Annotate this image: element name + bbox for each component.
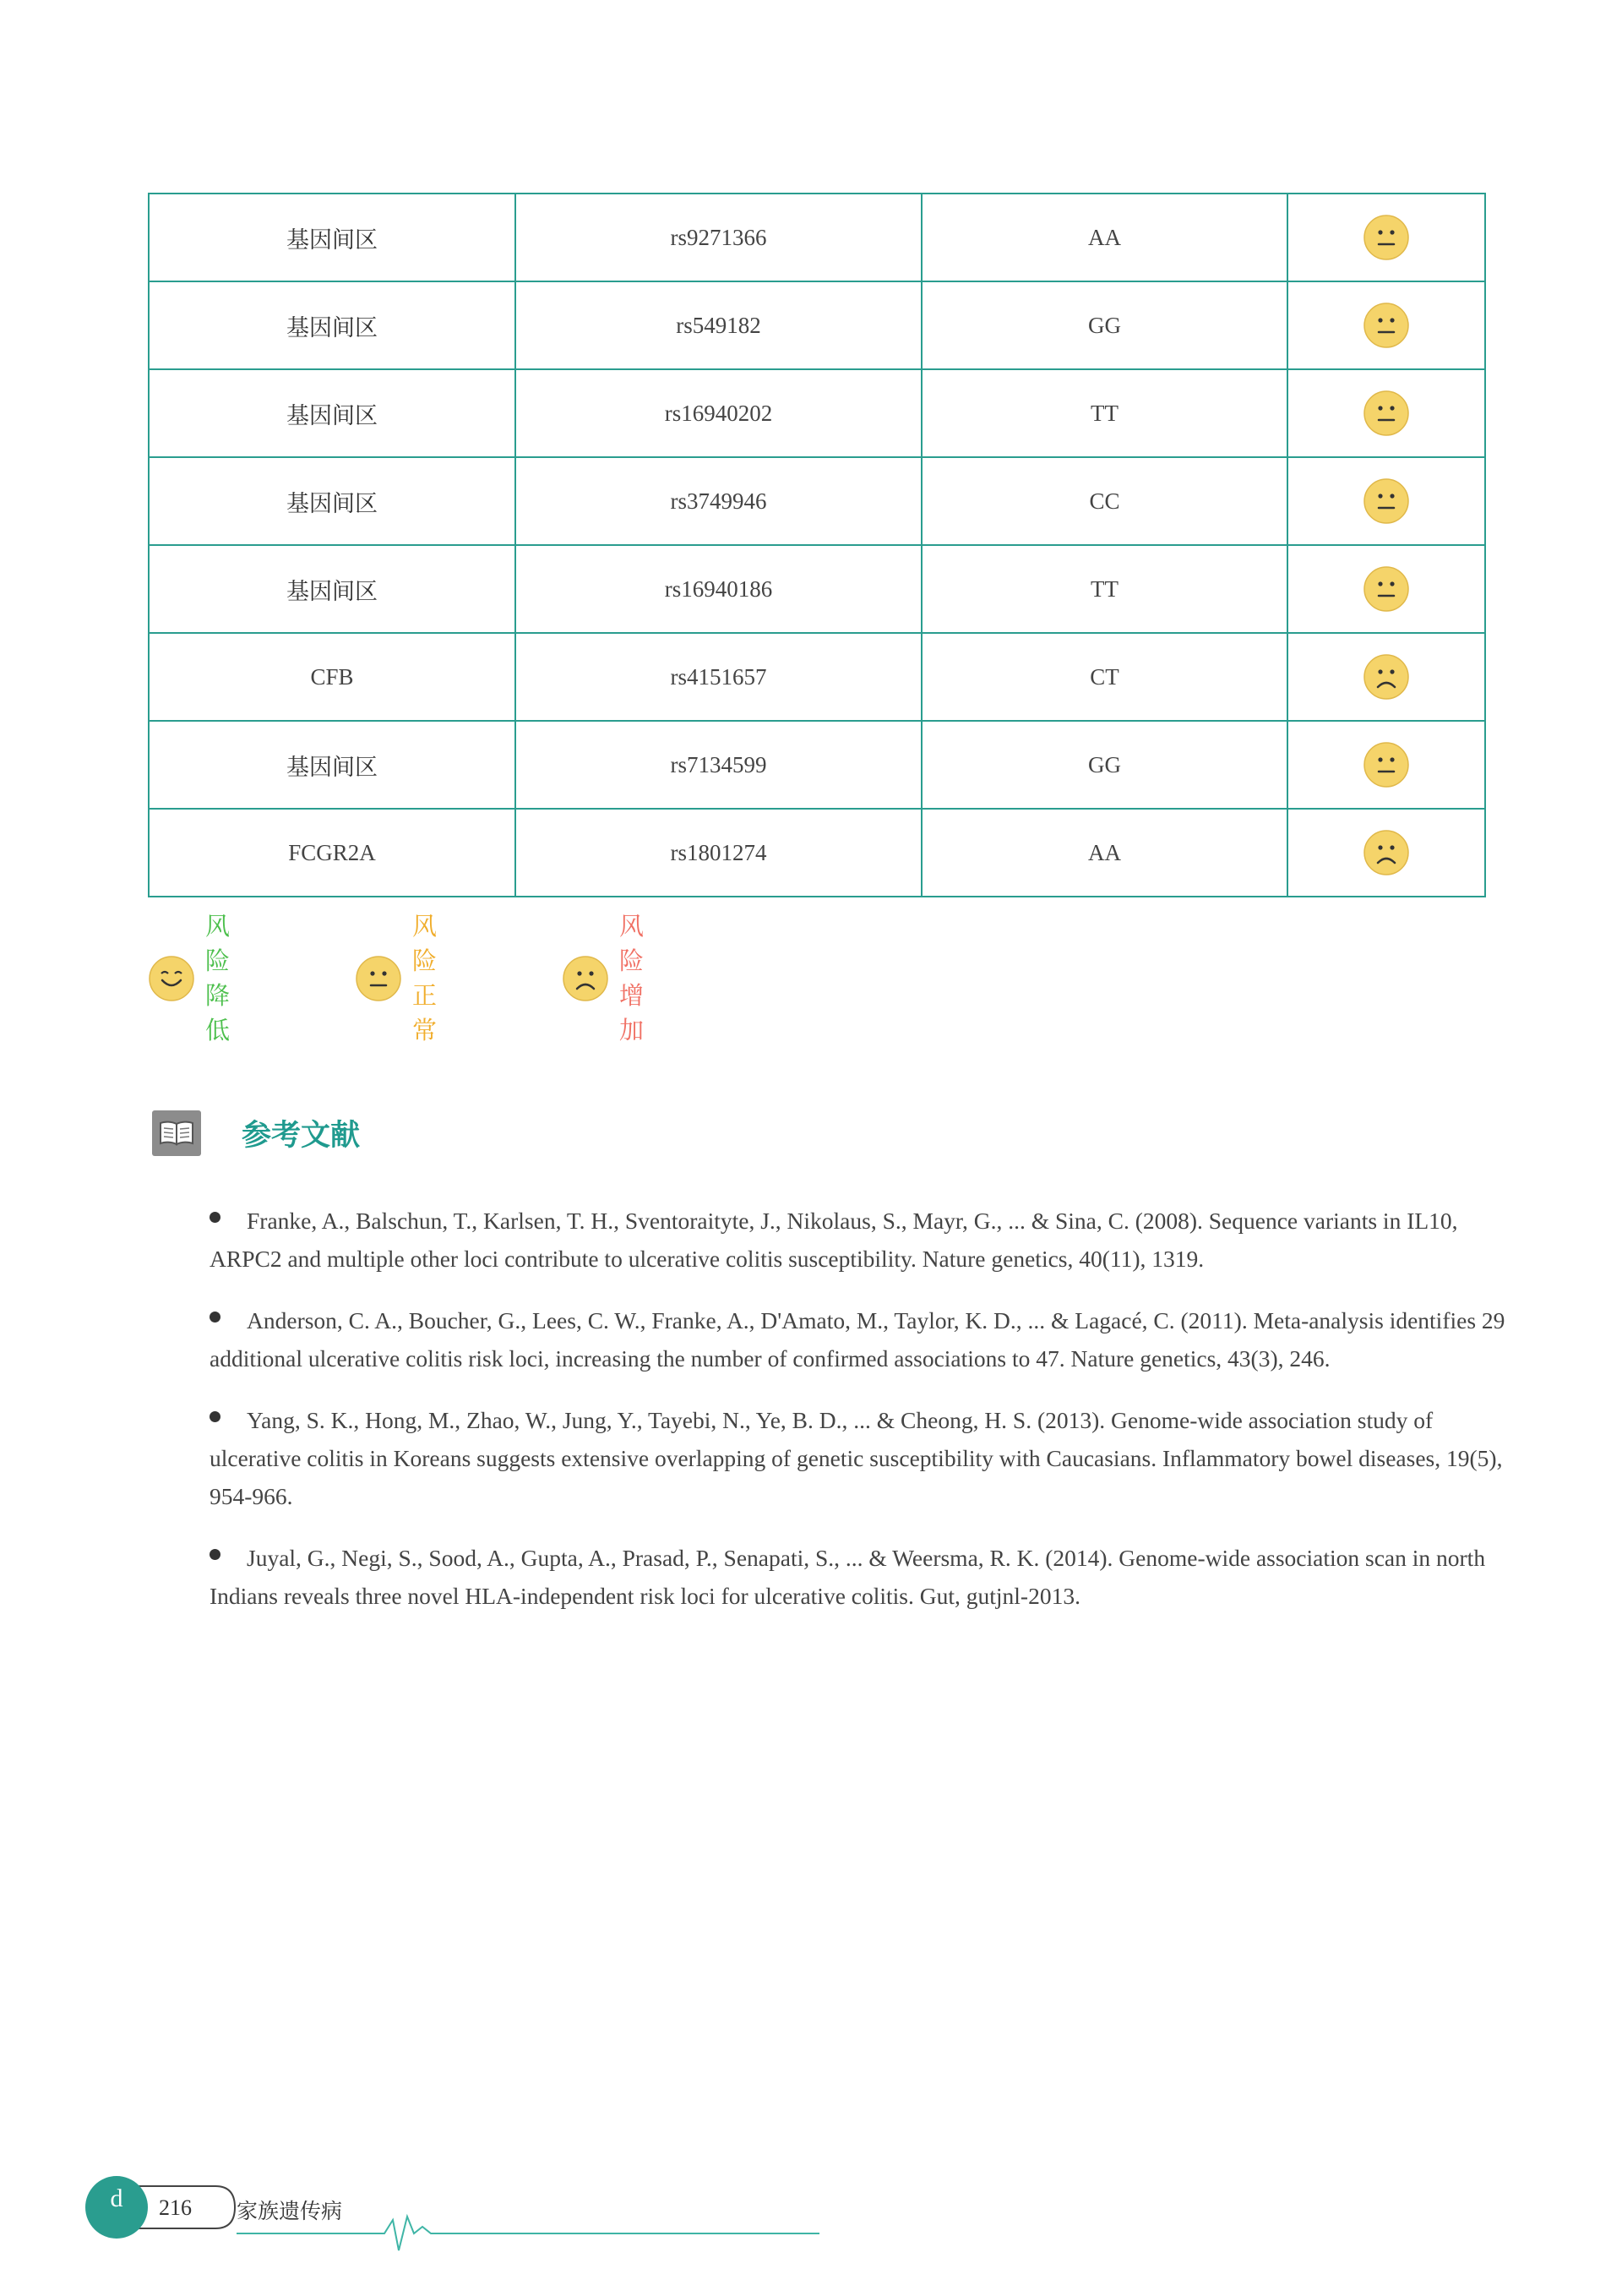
gene-cell: 基因间区 xyxy=(149,721,515,809)
legend-item-risk-increased xyxy=(562,912,645,1044)
page-number: 216 xyxy=(159,2195,192,2220)
gene-cell: 基因间区 xyxy=(149,194,515,281)
sad-face-icon xyxy=(562,955,609,1006)
smile-face-icon xyxy=(148,955,195,1006)
neutral-face-icon xyxy=(1288,565,1484,613)
risk-cell xyxy=(1287,281,1485,369)
gene-cell: 基因间区 xyxy=(149,281,515,369)
risk-cell xyxy=(1287,369,1485,457)
table-row xyxy=(149,194,1485,281)
snp-cell: rs1801274 xyxy=(515,809,922,897)
bullet-icon xyxy=(210,1212,220,1223)
reference-item: Yang, S. K., Hong, M., Zhao, W., Jung, Y., Tayebi, N., Ye, B. D., ... & Cheong, H. S. (2013). Genome-wide association study of ulcerative colitis in Koreans suggests extensive overlapping of genetic susceptibility with Caucasians. Inflammatory bowel diseases, 19(5), 954-966. xyxy=(210,1407,1503,1509)
risk-cell xyxy=(1287,545,1485,633)
genotype-cell: CT xyxy=(922,633,1287,721)
gene-cell: FCGR2A xyxy=(149,809,515,897)
snp-cell: rs9271366 xyxy=(515,194,922,281)
legend-label: 风险增加 xyxy=(619,912,645,1044)
book-icon xyxy=(152,1110,201,1156)
page-footer xyxy=(84,2176,845,2252)
table-row xyxy=(149,457,1485,545)
neutral-face-icon xyxy=(1288,214,1484,261)
table-body xyxy=(149,194,1485,897)
gene-cell: CFB xyxy=(149,633,515,721)
risk-cell xyxy=(1287,194,1485,281)
footer-title: 家族遗传病 xyxy=(237,2199,343,2223)
table-row xyxy=(149,369,1485,457)
legend-item-risk-normal xyxy=(355,912,438,1044)
genotype-table xyxy=(148,193,1486,897)
risk-cell xyxy=(1287,721,1485,809)
neutral-face-icon xyxy=(1288,741,1484,788)
snp-cell: rs16940186 xyxy=(515,545,922,633)
genotype-cell: TT xyxy=(922,545,1287,633)
bullet-icon xyxy=(210,1411,220,1422)
section-title: 参考文献 xyxy=(242,1119,361,1153)
reference-item: Anderson, C. A., Boucher, G., Lees, C. W., Franke, A., D'Amato, M., Taylor, K. D., ... & Lagacé, C. (2011). Meta-analysis identifies 29 additional ulcerative colitis risk loci, increasing the number of confirmed associations to 47. Nature genetics, 43(3), 246. xyxy=(210,1307,1505,1372)
gene-cell: 基因间区 xyxy=(149,545,515,633)
neutral-face-icon xyxy=(1288,390,1484,437)
snp-cell: rs3749946 xyxy=(515,457,922,545)
snp-cell: rs549182 xyxy=(515,281,922,369)
neutral-face-icon xyxy=(355,955,402,1006)
table-row xyxy=(149,633,1485,721)
sad-face-icon xyxy=(1288,829,1484,876)
snp-cell: rs4151657 xyxy=(515,633,922,721)
reference-list xyxy=(210,1202,1527,1639)
snp-cell: rs7134599 xyxy=(515,721,922,809)
risk-cell xyxy=(1287,457,1485,545)
references-heading xyxy=(152,1109,360,1158)
legend-label: 风险降低 xyxy=(205,912,231,1044)
legend-item-risk-decreased xyxy=(148,912,231,1044)
risk-cell xyxy=(1287,633,1485,721)
footer-letter: d xyxy=(110,2184,123,2212)
reference-item: Franke, A., Balschun, T., Karlsen, T. H., Sventoraityte, J., Nikolaus, S., Mayr, G., ... & Sina, C. (2008). Sequence variants in IL10, ARPC2 and multiple other loci contribute to ulcerative colitis susceptibility. Nature genetics, 40(11), 1319. xyxy=(210,1208,1458,1272)
table-row xyxy=(149,721,1485,809)
neutral-face-icon xyxy=(1288,302,1484,349)
genotype-cell: AA xyxy=(922,194,1287,281)
genotype-cell: AA xyxy=(922,809,1287,897)
genotype-cell: GG xyxy=(922,281,1287,369)
genotype-cell: GG xyxy=(922,721,1287,809)
gene-cell: 基因间区 xyxy=(149,457,515,545)
neutral-face-icon xyxy=(1288,477,1484,525)
sad-face-icon xyxy=(1288,653,1484,701)
bullet-icon xyxy=(210,1312,220,1323)
footer-decoration xyxy=(84,2176,845,2252)
reference-item: Juyal, G., Negi, S., Sood, A., Gupta, A., Prasad, P., Senapati, S., ... & Weersma, R. K. (2014). Genome-wide association scan in north Indians reveals three novel HLA-independent risk loci for ulcerative colitis. Gut, gutjnl-2013. xyxy=(210,1545,1486,1609)
legend-label: 风险正常 xyxy=(412,912,438,1044)
genotype-cell: TT xyxy=(922,369,1287,457)
gene-cell: 基因间区 xyxy=(149,369,515,457)
snp-cell: rs16940202 xyxy=(515,369,922,457)
bullet-icon xyxy=(210,1549,220,1560)
genotype-cell: CC xyxy=(922,457,1287,545)
risk-cell xyxy=(1287,809,1485,897)
table-row xyxy=(149,809,1485,897)
table-row xyxy=(149,281,1485,369)
table-row xyxy=(149,545,1485,633)
